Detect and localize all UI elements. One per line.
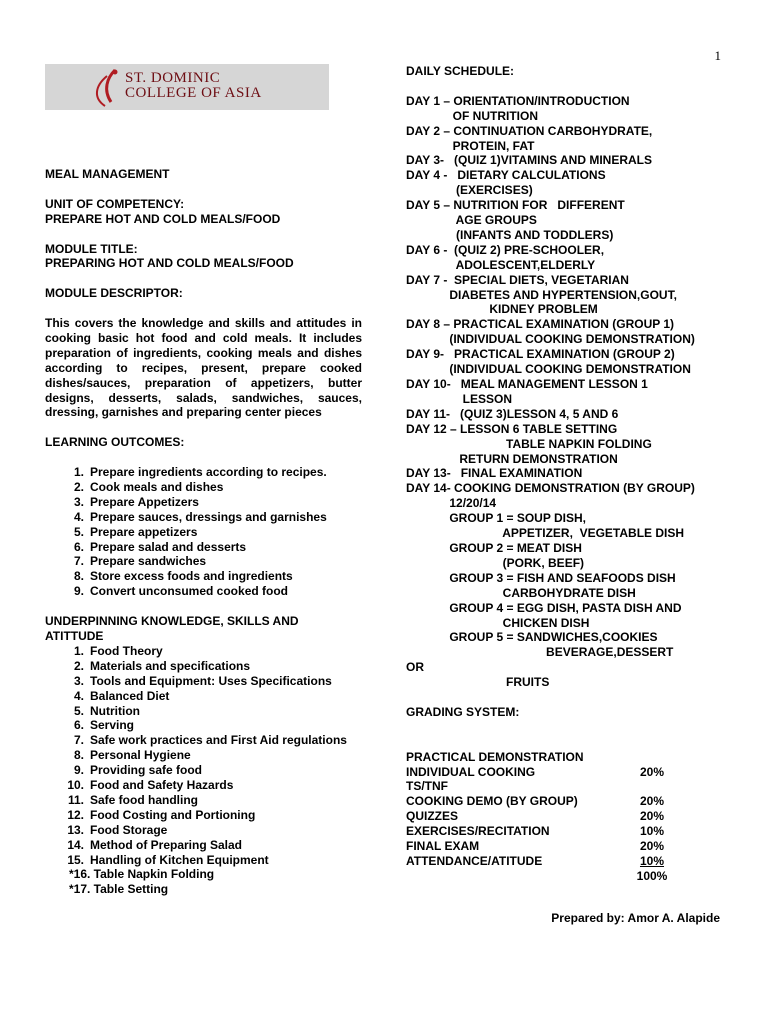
- grading-row: [406, 839, 726, 854]
- grading-component: INDIVIDUAL COOKING: [406, 764, 536, 779]
- list-item: 14. Method of Preparing Salad: [67, 837, 243, 852]
- uoc-value: PREPARE HOT AND COLD MEALS/FOOD: [45, 211, 281, 226]
- schedule-line: 12/20/14: [406, 496, 497, 511]
- underpinning-list: [45, 644, 362, 868]
- grading-component: QUIZZES: [406, 809, 459, 824]
- schedule-line: DAY 3- (QUIZ 1)VITAMINS AND MINERALS: [406, 153, 653, 168]
- module-title-value: PREPARING HOT AND COLD MEALS/FOOD: [45, 256, 294, 271]
- grading-percent: 20%: [639, 839, 665, 854]
- grading-component: FINAL EXAM: [406, 839, 480, 854]
- right-column: [406, 64, 726, 884]
- schedule-line: DAY 5 – NUTRITION FOR DIFFERENT: [406, 198, 625, 213]
- grading-label: GRADING SYSTEM:: [406, 704, 520, 719]
- list-item: 1. Food Theory: [73, 643, 163, 658]
- descriptor-label: MODULE DESCRIPTOR:: [45, 286, 183, 301]
- grading-component: EXERCISES/RECITATION: [406, 824, 550, 839]
- logo-text: [125, 71, 262, 101]
- list-item: 6. Prepare salad and desserts: [73, 539, 247, 554]
- subject-title: MEAL MANAGEMENT: [45, 167, 170, 181]
- grading-component: TS/TNF: [406, 779, 448, 794]
- grading-row: [406, 809, 726, 824]
- schedule-line: AGE GROUPS: [406, 213, 537, 228]
- list-item: 2. Cook meals and dishes: [73, 479, 224, 494]
- schedule-line: OR: [406, 660, 424, 675]
- list-item: 4. Balanced Diet: [73, 688, 170, 703]
- list-item: 3. Tools and Equipment: Uses Specifications: [73, 673, 332, 688]
- page-number: 1: [714, 48, 721, 63]
- schedule-line: DAY 9- PRACTICAL EXAMINATION (GROUP 2): [406, 347, 675, 362]
- list-item: 9. Convert unconsumed cooked food: [73, 584, 289, 599]
- list-item: 12. Food Costing and Portioning: [67, 807, 256, 822]
- grading-percent: 10%: [639, 824, 665, 839]
- list-item: 8. Store excess foods and ingredients: [73, 569, 293, 584]
- list-item: 15. Handling of Kitchen Equipment: [67, 852, 269, 867]
- outcomes-label: LEARNING OUTCOMES:: [45, 435, 185, 450]
- list-item: 4. Prepare sauces, dressings and garnishes: [73, 509, 327, 524]
- grading-row: [406, 869, 726, 884]
- schedule-line: (INFANTS AND TODDLERS): [406, 227, 614, 242]
- list-item: 1. Prepare ingredients according to recipes.: [73, 465, 327, 480]
- list-item: 7. Prepare sandwiches: [73, 554, 207, 569]
- grading-row: [406, 854, 726, 869]
- grading-percent: 10%: [639, 853, 665, 868]
- schedule-line: DAY 6 - (QUIZ 2) PRE-SCHOOLER,: [406, 242, 605, 257]
- schedule-line: BEVERAGE,DESSERT: [406, 645, 674, 660]
- grading-percent: 20%: [639, 809, 665, 824]
- schedule-line: DAY 2 – CONTINUATION CARBOHYDRATE,: [406, 123, 653, 138]
- extra-item: *16. Table Napkin Folding: [69, 867, 215, 882]
- schedule-line: GROUP 4 = EGG DISH, PASTA DISH AND: [406, 600, 682, 615]
- schedule-line: TABLE NAPKIN FOLDING: [406, 436, 652, 451]
- schedule-line: LESSON: [406, 391, 513, 406]
- schedule-line: DAY 7 - SPECIAL DIETS, VEGETARIAN: [406, 272, 629, 287]
- list-item: 10. Food and Safety Hazards: [67, 778, 234, 793]
- list-item: 8. Personal Hygiene: [73, 748, 191, 763]
- schedule-line: GROUP 3 = FISH AND SEAFOODS DISH: [406, 570, 676, 585]
- schedule-line: DAY 11- (QUIZ 3)LESSON 4, 5 AND 6: [406, 406, 619, 421]
- grading-component: ATTENDANCE/ATITUDE: [406, 853, 543, 868]
- grading-percent: 20%: [639, 764, 665, 779]
- list-item: 6. Serving: [73, 718, 135, 733]
- descriptor-text: This covers the knowledge and skills and attitudes in cooking basic hot food and cold meals. It includes preparation of ingredients, cooking meals and dishes according to recipes, present, prepare cooked dishes/sauces, preparation of appetizers, butter designs, desserts, salads, sandwiches, sauces, dressing, garnishes and preparing center pieces: [45, 316, 362, 420]
- schedule-line: CHICKEN DISH: [406, 615, 590, 630]
- schedule-line: GROUP 2 = MEAT DISH: [406, 540, 582, 555]
- list-item: 5. Prepare appetizers: [73, 524, 198, 539]
- underpinning-label-2: ATITTUDE: [45, 628, 104, 643]
- list-item: 3. Prepare Appetizers: [73, 494, 199, 509]
- schedule-line: RETURN DEMONSTRATION: [406, 451, 618, 466]
- left-column: [45, 167, 362, 897]
- grading-table: [406, 750, 726, 884]
- grading-row: [406, 779, 726, 794]
- schedule-line: DAY 12 – LESSON 6 TABLE SETTING: [406, 421, 618, 436]
- prepared-by: Prepared by: Amor A. Alapide: [551, 911, 720, 925]
- grading-percent: 20%: [639, 794, 665, 809]
- list-item: 5. Nutrition: [73, 703, 140, 718]
- schedule-line: GROUP 5 = SANDWICHES,COOKIES: [406, 630, 658, 645]
- logo-line-1: ST. DOMINIC: [125, 70, 221, 86]
- schedule-line: (EXERCISES): [406, 183, 533, 198]
- grading-percent: [632, 779, 672, 794]
- grading-component: [406, 869, 632, 884]
- list-item: 13. Food Storage: [67, 822, 168, 837]
- module-title-label: MODULE TITLE:: [45, 241, 138, 256]
- college-logo: [45, 64, 329, 110]
- schedule-line: APPETIZER, VEGETABLE DISH: [406, 526, 685, 541]
- schedule-line: DAY 13- FINAL EXAMINATION: [406, 466, 583, 481]
- schedule-line: DIABETES AND HYPERTENSION,GOUT,: [406, 287, 677, 302]
- grading-row: [406, 765, 726, 780]
- extra-item: *17. Table Setting: [69, 882, 169, 897]
- schedule-line: (INDIVIDUAL COOKING DEMONSTRATION: [406, 362, 691, 377]
- grading-row: [406, 794, 726, 809]
- schedule-list: [406, 94, 726, 690]
- schedule-line: OF NUTRITION: [406, 108, 538, 123]
- schedule-line: GROUP 1 = SOUP DISH,: [406, 511, 586, 526]
- list-item: 2. Materials and specifications: [73, 658, 251, 673]
- schedule-line: (INDIVIDUAL COOKING DEMONSTRATION): [406, 332, 695, 347]
- schedule-line: DAY 14- COOKING DEMONSTRATION (BY GROUP): [406, 481, 695, 496]
- schedule-line: FRUITS: [406, 675, 550, 690]
- logo-line-2: COLLEGE OF ASIA: [125, 85, 262, 101]
- underpinning-label: UNDERPINNING KNOWLEDGE, SKILLS AND: [45, 614, 299, 629]
- grading-percent: 100%: [636, 868, 668, 883]
- schedule-line: DAY 8 – PRACTICAL EXAMINATION (GROUP 1): [406, 317, 675, 332]
- schedule-line: ADOLESCENT,ELDERLY: [406, 257, 596, 272]
- schedule-line: DAY 1 – ORIENTATION/INTRODUCTION: [406, 93, 630, 108]
- outcomes-list: [45, 465, 362, 599]
- grading-row: [406, 750, 726, 765]
- list-item: 9. Providing safe food: [73, 763, 203, 778]
- grading-percent: [632, 750, 672, 765]
- schedule-line: KIDNEY PROBLEM: [406, 302, 598, 317]
- schedule-line: PROTEIN, FAT: [406, 138, 535, 153]
- list-item: 7. Safe work practices and First Aid regulations: [73, 733, 347, 748]
- schedule-line: CARBOHYDRATE DISH: [406, 585, 636, 600]
- uoc-label: UNIT OF COMPETENCY:: [45, 196, 185, 211]
- schedule-line: (PORK, BEEF): [406, 555, 585, 570]
- grading-component: COOKING DEMO (BY GROUP): [406, 794, 578, 809]
- list-item: 11. Safe food handling: [67, 792, 198, 807]
- schedule-line: DAY 4 - DIETARY CALCULATIONS: [406, 168, 606, 183]
- schedule-label: DAILY SCHEDULE:: [406, 64, 515, 78]
- grading-component: PRACTICAL DEMONSTRATION: [406, 749, 584, 764]
- schedule-line: DAY 10- MEAL MANAGEMENT LESSON 1: [406, 377, 648, 392]
- grading-row: [406, 824, 726, 839]
